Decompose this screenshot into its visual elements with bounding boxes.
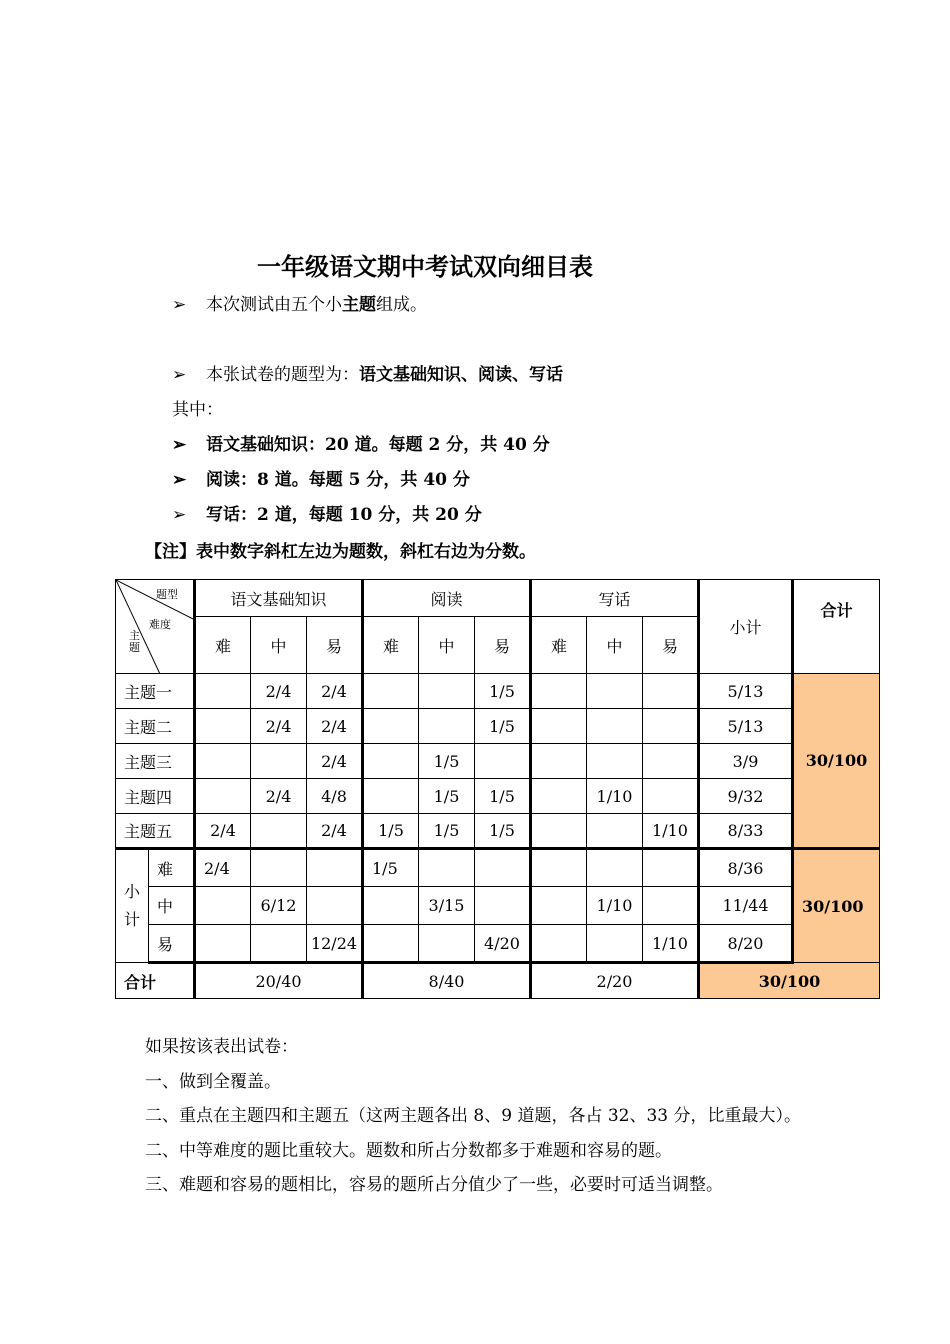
table-cell — [587, 849, 643, 887]
row-label: 主题五 — [116, 814, 195, 849]
group-total: 20/40 — [195, 963, 363, 999]
table-cell — [195, 887, 251, 925]
table-cell — [251, 814, 307, 849]
grand-total-label: 合计 — [116, 963, 195, 999]
row-label: 主题三 — [116, 744, 195, 779]
table-cell — [419, 709, 475, 744]
conclusion-item: 三、难题和容易的题相比，容易的题所占分值少了一些，必要时可适当调整。 — [145, 1175, 723, 1195]
row-subtotal: 8/20 — [699, 925, 793, 963]
table-cell: 1/5 — [475, 674, 531, 709]
level-header: 易 — [475, 617, 531, 674]
conclusion-intro: 如果按该表出试卷： — [145, 1037, 298, 1057]
level-header: 易 — [643, 617, 699, 674]
corner-topic-char: 题 — [129, 641, 140, 654]
bullet-reading — [172, 465, 470, 490]
table-cell: 1/10 — [643, 925, 699, 963]
table-cell — [531, 887, 587, 925]
table-row — [116, 674, 880, 709]
table-row — [116, 744, 880, 779]
table-row — [116, 887, 880, 925]
table-cell — [531, 925, 587, 963]
table-cell — [531, 849, 587, 887]
table-cell: 1/5 — [419, 814, 475, 849]
row-subtotal: 9/32 — [699, 779, 793, 814]
bullet-text: 本次测试由五个小 — [206, 295, 342, 315]
table-row — [116, 779, 880, 814]
table-cell: 2/4 — [251, 709, 307, 744]
subtotal-section-char: 小 — [123, 882, 140, 901]
bullet-text: 组成。 — [376, 295, 427, 315]
difficulty-label: 中 — [149, 887, 195, 925]
table-cell — [531, 709, 587, 744]
group-header-basic: 语文基础知识 — [195, 580, 363, 617]
group-header-writing: 写话 — [531, 580, 699, 617]
conclusion-item: 一、做到全覆盖。 — [145, 1072, 281, 1092]
table-cell — [307, 849, 363, 887]
table-cell — [195, 744, 251, 779]
table-cell — [195, 709, 251, 744]
table-cell — [363, 779, 419, 814]
table-cell: 1/5 — [363, 814, 419, 849]
table-cell — [531, 779, 587, 814]
table-cell — [363, 925, 419, 963]
row-subtotal: 3/9 — [699, 744, 793, 779]
group-total: 2/20 — [531, 963, 699, 999]
spec-table — [115, 579, 880, 999]
table-cell: 2/4 — [251, 674, 307, 709]
corner-type-label: 题型 — [156, 588, 178, 601]
subtotal-header: 小计 — [699, 580, 793, 674]
table-cell: 2/4 — [195, 849, 251, 887]
bullet-question-types — [172, 360, 563, 385]
table-row — [116, 709, 880, 744]
corner-topic-char: 主 — [129, 629, 140, 642]
level-header: 中 — [419, 617, 475, 674]
table-cell: 12/24 — [307, 925, 363, 963]
table-cell — [587, 674, 643, 709]
table-cell — [195, 925, 251, 963]
table-cell — [195, 779, 251, 814]
bullet-text: 本张试卷的题型为： — [206, 365, 359, 385]
table-note: 【注】表中数字斜杠左边为题数，斜杠右边为分数。 — [145, 542, 536, 562]
table-cell — [587, 814, 643, 849]
bullet-writing — [172, 500, 482, 525]
arrow-bullet-icon: ➢ — [172, 295, 187, 315]
bullet-text: 阅读：8 道。每题 5 分，共 40 分 — [206, 470, 470, 490]
table-cell: 1/5 — [475, 709, 531, 744]
table-cell — [363, 674, 419, 709]
table-cell — [475, 849, 531, 887]
difficulty-total: 30/100 — [793, 849, 880, 963]
table-cell: 1/10 — [587, 779, 643, 814]
grand-total-row — [116, 963, 880, 999]
table-cell — [587, 925, 643, 963]
grand-total: 30/100 — [699, 963, 880, 999]
table-cell — [419, 849, 475, 887]
table-cell: 4/20 — [475, 925, 531, 963]
table-row — [116, 925, 880, 963]
row-label: 主题二 — [116, 709, 195, 744]
difficulty-label: 易 — [149, 925, 195, 963]
group-header-reading: 阅读 — [363, 580, 531, 617]
table-row — [116, 814, 880, 849]
table-cell — [643, 779, 699, 814]
table-header-row — [116, 580, 880, 617]
row-subtotal: 5/13 — [699, 674, 793, 709]
table-cell — [251, 744, 307, 779]
difficulty-label: 难 — [149, 849, 195, 887]
level-header: 中 — [251, 617, 307, 674]
table-cell — [531, 814, 587, 849]
bullet-text: 语文基础知识：20 道。每题 2 分，共 40 分 — [206, 435, 550, 455]
row-subtotal: 11/44 — [699, 887, 793, 925]
table-cell — [643, 674, 699, 709]
table-cell: 2/4 — [307, 674, 363, 709]
conclusion-item: 二、重点在主题四和主题五（这两主题各出 8、9 道题，各占 32、33 分，比重最大）。 — [145, 1106, 802, 1126]
page-title: 一年级语文期中考试双向细目表 — [257, 253, 593, 281]
subtotal-section-char: 计 — [123, 910, 140, 929]
among-label: 其中： — [172, 400, 223, 420]
table-cell — [363, 887, 419, 925]
subtotal-section-label — [116, 849, 149, 963]
table-cell: 1/5 — [419, 744, 475, 779]
table-cell — [363, 709, 419, 744]
level-header: 难 — [195, 617, 251, 674]
table-cell — [251, 849, 307, 887]
level-header: 难 — [363, 617, 419, 674]
level-header: 易 — [307, 617, 363, 674]
row-subtotal: 8/33 — [699, 814, 793, 849]
arrow-bullet-icon: ➢ — [172, 505, 187, 525]
table-cell: 2/4 — [251, 779, 307, 814]
table-cell — [587, 744, 643, 779]
table-cell — [531, 674, 587, 709]
table-cell: 6/12 — [251, 887, 307, 925]
table-cell: 1/10 — [643, 814, 699, 849]
table-cell — [419, 674, 475, 709]
table-cell — [643, 744, 699, 779]
group-total: 8/40 — [363, 963, 531, 999]
table-cell: 3/15 — [419, 887, 475, 925]
row-label: 主题四 — [116, 779, 195, 814]
total-header: 合计 — [793, 580, 880, 674]
table-cell — [195, 674, 251, 709]
table-cell — [251, 925, 307, 963]
bullet-topics — [172, 290, 427, 315]
topics-total: 30/100 — [793, 674, 880, 849]
bullet-text: 写话：2 道，每题 10 分，共 20 分 — [206, 505, 482, 525]
corner-header — [116, 580, 195, 674]
table-cell: 1/5 — [475, 779, 531, 814]
table-cell: 1/5 — [475, 814, 531, 849]
table-cell: 1/5 — [419, 779, 475, 814]
table-cell — [643, 709, 699, 744]
table-cell — [587, 709, 643, 744]
bullet-bold: 主题 — [342, 295, 376, 315]
table-cell — [475, 887, 531, 925]
row-subtotal: 8/36 — [699, 849, 793, 887]
row-label: 主题一 — [116, 674, 195, 709]
corner-difficulty-label: 难度 — [149, 618, 171, 631]
table-cell: 2/4 — [307, 709, 363, 744]
table-cell — [643, 849, 699, 887]
table-cell: 1/10 — [587, 887, 643, 925]
table-cell — [475, 744, 531, 779]
table-cell: 4/8 — [307, 779, 363, 814]
table-cell — [307, 887, 363, 925]
table-row — [116, 849, 880, 887]
table-cell: 2/4 — [195, 814, 251, 849]
bullet-bold: 语文基础知识、阅读、写话 — [359, 365, 563, 385]
level-header: 难 — [531, 617, 587, 674]
table-cell: 2/4 — [307, 744, 363, 779]
arrow-bullet-icon: ➢ — [172, 470, 187, 490]
table-cell — [419, 925, 475, 963]
table-cell: 2/4 — [307, 814, 363, 849]
table-cell: 1/5 — [363, 849, 419, 887]
row-subtotal: 5/13 — [699, 709, 793, 744]
arrow-bullet-icon: ➢ — [172, 435, 187, 455]
level-header: 中 — [587, 617, 643, 674]
table-cell — [531, 744, 587, 779]
bullet-basic-knowledge — [172, 430, 550, 455]
table-cell — [643, 887, 699, 925]
arrow-bullet-icon: ➢ — [172, 365, 187, 385]
table-cell — [363, 744, 419, 779]
conclusion-item: 二、中等难度的题比重较大。题数和所占分数都多于难题和容易的题。 — [145, 1141, 672, 1161]
